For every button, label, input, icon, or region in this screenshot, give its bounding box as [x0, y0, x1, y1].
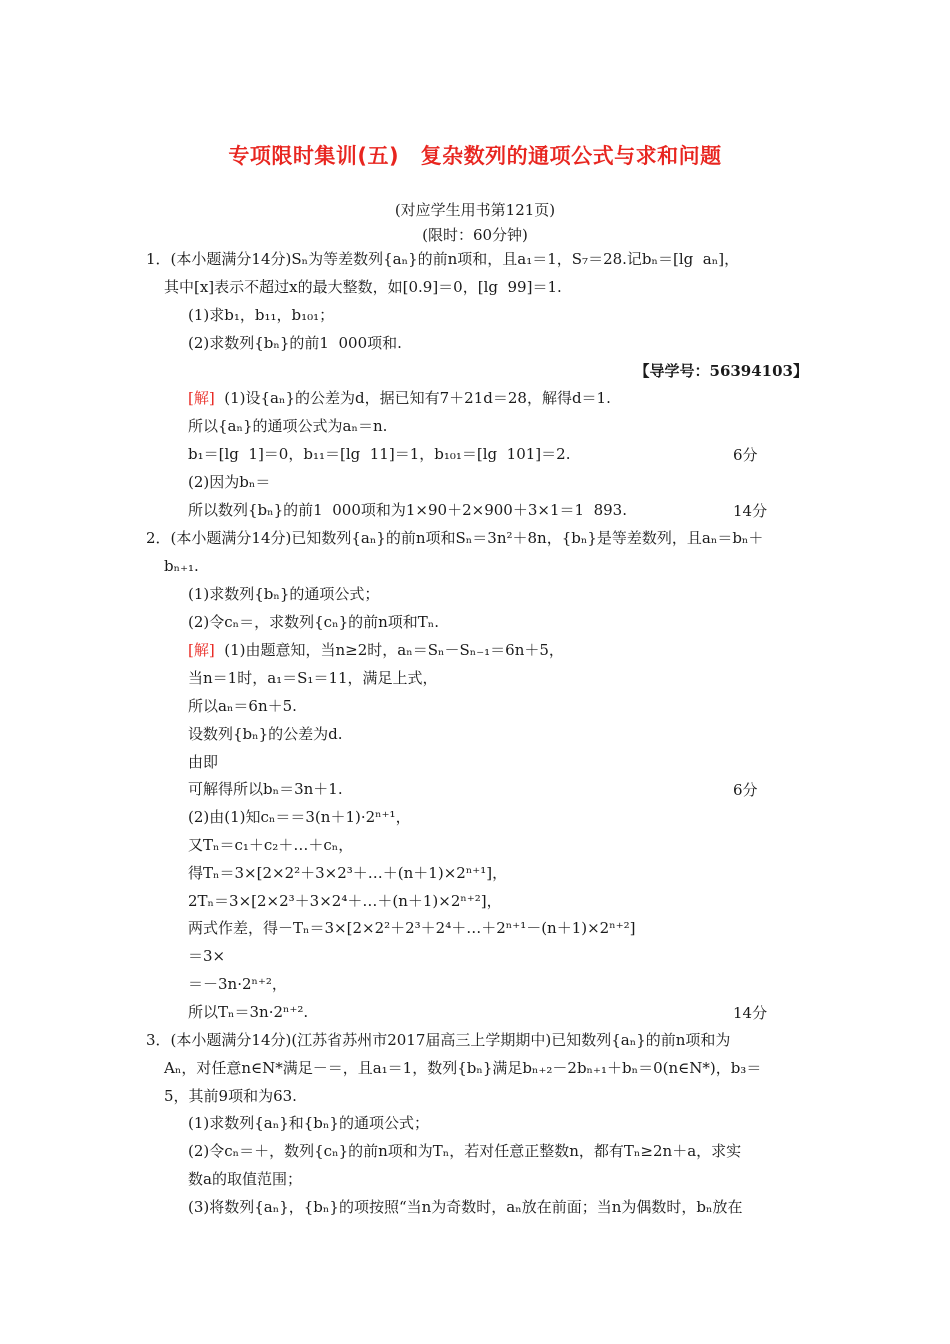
- guide-number: 【导学号：56394103】: [634, 362, 808, 380]
- solution-2-line-3: 所以aₙ＝6n＋5.: [188, 697, 297, 715]
- solution-1-line-1: [解] (1)设{aₙ}的公差为d，据已知有7＋21d＝28，解得d＝1.: [188, 389, 611, 407]
- solution-2-line-2: 当n＝1时，a₁＝S₁＝11，满足上式，: [188, 669, 438, 687]
- solution-2-line-9: 得Tₙ＝3×[2×2²＋3×2³＋…＋(n＋1)×2ⁿ⁺¹]，: [188, 864, 508, 882]
- problem-1-statement-line-1: 1．(本小题满分14分)Sₙ为等差数列{aₙ}的前n项和，且a₁＝1，S₇＝28.记bₙ＝[lg aₙ]，: [146, 250, 740, 268]
- score-mark: 14分: [733, 1004, 768, 1022]
- problem-2-part-2: (2)令cₙ＝，求数列{cₙ}的前n项和Tₙ.: [188, 613, 440, 631]
- problem-3-statement-line-2: Aₙ，对任意n∈N*满足－＝，且a₁＝1，数列{bₙ}满足bₙ₊₂－2bₙ₊₁＋bₙ＝0(n∈N*)，b₃＝: [164, 1059, 762, 1077]
- solution-2-line-12: ＝3×: [188, 947, 226, 965]
- solution-label: [解]: [188, 389, 215, 407]
- solution-2-line-10: 2Tₙ＝3×[2×2³＋3×2⁴＋…＋(n＋1)×2ⁿ⁺²]，: [188, 892, 502, 910]
- score-mark: 6分: [733, 781, 758, 799]
- subtitle: (对应学生用书第121页): [394, 201, 556, 219]
- solution-1-line-3: b₁＝[lg 1]＝0，b₁₁＝[lg 11]＝1，b₁₀₁＝[lg 101]＝2.: [188, 445, 571, 463]
- problem-3-part-3: (3)将数列{aₙ}，{bₙ}的项按照“当n为奇数时，aₙ放在前面；当n为偶数时，bₙ放在: [188, 1198, 743, 1216]
- problem-3-part-1: (1)求数列{aₙ}和{bₙ}的通项公式；: [188, 1114, 429, 1132]
- problem-1-part-1: (1)求b₁，b₁₁，b₁₀₁；: [188, 306, 335, 324]
- solution-1-line-4: (2)因为bₙ＝: [188, 473, 271, 491]
- score-mark: 14分: [733, 502, 768, 520]
- solution-2-line-1: [解] (1)由题意知，当n≥2时，aₙ＝Sₙ－Sₙ₋₁＝6n＋5，: [188, 641, 564, 659]
- problem-3-statement-line-1: 3．(本小题满分14分)(江苏省苏州市2017届高三上学期期中)已知数列{aₙ}的前n项和为: [146, 1031, 731, 1049]
- solution-1-line-5: 所以数列{bₙ}的前1 000项和为1×90＋2×900＋3×1＝1 893.: [188, 501, 627, 519]
- solution-2-line-7: (2)由(1)知cₙ＝＝3(n＋1)·2ⁿ⁺¹，: [188, 808, 411, 826]
- solution-2-line-4: 设数列{bₙ}的公差为d.: [188, 725, 343, 743]
- solution-2-line-11: 两式作差，得－Tₙ＝3×[2×2²＋2³＋2⁴＋…＋2ⁿ⁺¹－(n＋1)×2ⁿ⁺²]: [188, 919, 636, 937]
- problem-2-part-1: (1)求数列{bₙ}的通项公式；: [188, 585, 380, 603]
- time-limit: (限时：60分钟): [422, 226, 528, 244]
- page-title: 专项限时集训(五) 复杂数列的通项公式与求和问题: [228, 144, 722, 168]
- problem-3-statement-line-3: 5，其前9项和为63.: [164, 1087, 297, 1105]
- score-mark: 6分: [733, 446, 758, 464]
- solution-1-line-2: 所以{aₙ}的通项公式为aₙ＝n.: [188, 417, 388, 435]
- solution-2-line-6: 可解得所以bₙ＝3n＋1.: [188, 780, 343, 798]
- problem-3-part-2-line-1: (2)令cₙ＝＋，数列{cₙ}的前n项和为Tₙ，若对任意正整数n，都有Tₙ≥2n＋a，求实: [188, 1142, 742, 1160]
- problem-3-part-2-line-2: 数a的取值范围；: [188, 1170, 302, 1188]
- solution-2-line-14: 所以Tₙ＝3n·2ⁿ⁺².: [188, 1003, 309, 1021]
- problem-2-statement-line-1: 2．(本小题满分14分)已知数列{aₙ}的前n项和Sₙ＝3n²＋8n，{bₙ}是等差数列，且aₙ＝bₙ＋: [146, 529, 764, 547]
- problem-1-part-2: (2)求数列{bₙ}的前1 000项和.: [188, 334, 402, 352]
- problem-1-statement-line-2: 其中[x]表示不超过x的最大整数，如[0.9]＝0，[lg 99]＝1.: [164, 278, 562, 296]
- solution-2-line-5: 由即: [188, 753, 219, 771]
- solution-label: [解]: [188, 641, 215, 659]
- solution-2-line-13: ＝－3n·2ⁿ⁺²，: [188, 975, 287, 993]
- problem-2-statement-line-2: bₙ₊₁.: [164, 557, 199, 575]
- solution-2-line-8: 又Tₙ＝c₁＋c₂＋…＋cₙ，: [188, 836, 354, 854]
